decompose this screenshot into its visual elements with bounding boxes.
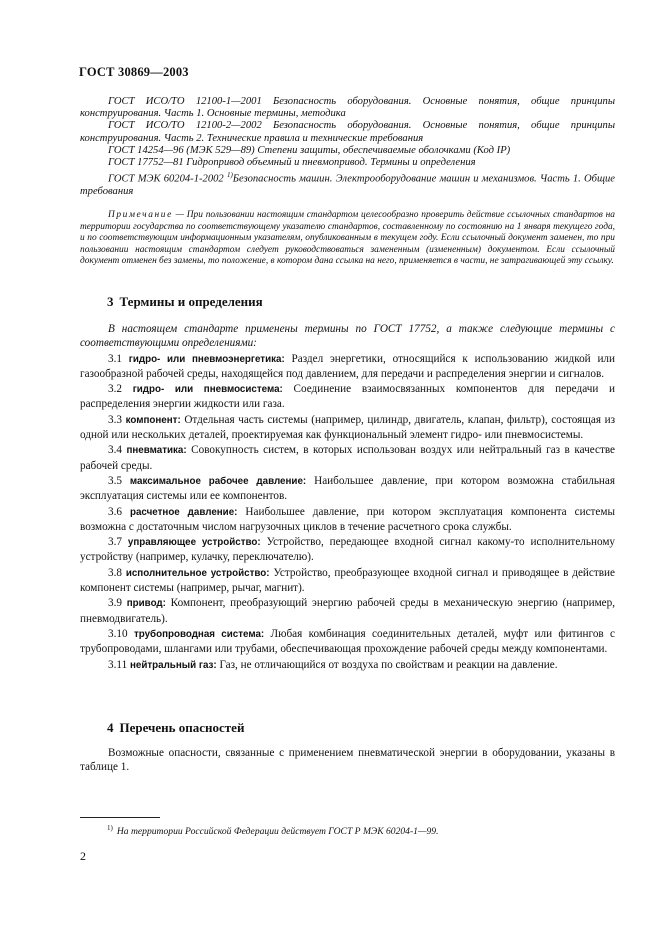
- term-number: 3.3: [108, 413, 122, 426]
- term-entry: [80, 596, 615, 626]
- footnote-text: На территории Российской Федерации действует ГОСТ Р МЭК 60204-1—99.: [116, 826, 439, 838]
- term-definition: Устройство, преобразующее входной сигнал и приводящее в действие компонент системы (например, рычаг, магнит).: [80, 566, 615, 595]
- term-definition: Совокупность систем, в которых использован воздух или нейтральный газ в качестве рабочей среды.: [80, 444, 616, 472]
- footnote-marker: 1): [107, 824, 113, 832]
- term-name: привод:: [126, 598, 166, 610]
- note-text: — При пользовании настоящим стандартом целесообразно проверить действие ссылочных стандартов на территории государства по соответствующему указателю стандартов, составленному по состоянию на 1 января текущего года, и по соответствующим информационным указателям, опубликованным в текущем году. Если ссылочный документ заменен, то при пользовании настоящим стандартом следует руководствоваться замененным (измененным) документом. Если ссылочный документ отменен без замены, то положение, в котором дана ссылка на него, применяется в части, не затрагивающей эту ссылку.: [80, 210, 615, 267]
- reference-item: [80, 169, 615, 198]
- term-entry: [80, 474, 615, 504]
- reference-title: Безопасность машин. Электрооборудование машин и механизмов. Часть 1. Общие требования: [80, 173, 615, 197]
- term-definition: Соединение взаимосвязанных компонентов для передачи и распределения энергии жидкости или газа.: [80, 383, 616, 411]
- note-label: Примечание: [108, 210, 173, 220]
- term-name: максимальное рабочее давление:: [129, 475, 307, 487]
- section-paragraph: Возможные опасности, связанные с применением пневматической энергии в оборудовании, указаны в таблице 1.: [80, 747, 615, 774]
- footnote-marker: 1): [226, 171, 233, 180]
- terms-section: [80, 322, 615, 674]
- section-title: Перечень опасностей: [119, 720, 245, 735]
- term-number: 3.11: [108, 658, 128, 671]
- term-name: компонент:: [125, 414, 181, 426]
- term-name: трубопроводная система:: [133, 628, 265, 640]
- reference-code: ГОСТ МЭК 60204-1-2002: [108, 173, 224, 185]
- term-number: 3.5: [108, 474, 122, 487]
- term-number: 3.9: [108, 597, 122, 610]
- term-definition: Компонент, преобразующий энергию рабочей среды в механическую энергию (например, пневмодвигатель).: [80, 597, 616, 625]
- term-definition: Раздел энергетики, относящийся к использованию жидкой или газообразной рабочей среды, находящейся под давлением, для передачи и распределения энергии и сигналов.: [80, 352, 615, 380]
- term-entry: [80, 443, 615, 473]
- term-number: 3.2: [108, 383, 122, 396]
- section-title: Термины и определения: [119, 294, 263, 309]
- reference-item: ГОСТ 17752—81 Гидропривод объемный и пневмопривод. Термины и определения: [108, 157, 476, 169]
- section-number: 4: [107, 720, 114, 735]
- term-entry: [80, 505, 615, 535]
- section-number: 3: [107, 294, 114, 309]
- term-name: гидро- или пневмоэнергетика:: [128, 353, 285, 365]
- term-name: исполнительное устройство:: [125, 567, 270, 579]
- term-number: 3.1: [108, 352, 122, 365]
- footnote-divider: [80, 817, 160, 818]
- term-name: управляющее устройство:: [127, 537, 261, 549]
- hazards-section: [80, 746, 615, 776]
- term-name: пневматика:: [126, 445, 187, 457]
- term-definition: Наибольшее давление, при котором возможна стабильная эксплуатация системы или ее компонентов.: [80, 474, 616, 503]
- term-definition: Наибольшее давление, при котором эксплуатация компонента системы возможна с достаточным числом нагрузочных циклов в течение расчетного срока службы.: [80, 505, 615, 533]
- document-header: ГОСТ 30869—2003: [79, 65, 189, 79]
- term-name: нейтральный газ:: [129, 659, 217, 671]
- term-number: 3.6: [108, 505, 122, 518]
- section-heading: [107, 720, 250, 736]
- term-definition: Устройство, передающее входной сигнал какому-то исполнительному устройству (например, кулачку, переключателю).: [80, 536, 616, 564]
- term-number: 3.8: [108, 566, 122, 579]
- term-definition: Отдельная часть системы (например, цилиндр, двигатель, клапан, фильтр), состоящая из одной или нескольких деталей, проектируемая как функциональный элемент гидро- или пневмосистемы.: [80, 413, 616, 442]
- page-number: 2: [80, 849, 86, 863]
- footnote: [107, 824, 438, 837]
- term-entry: [80, 535, 615, 565]
- term-name: расчетное давление:: [129, 506, 238, 518]
- term-entry: [80, 352, 615, 382]
- term-number: 3.7: [108, 536, 122, 549]
- section-intro: В настоящем стандарте применены термины по ГОСТ 17752, а также следующие термины с соответствующими определениями:: [80, 323, 615, 350]
- reference-item: ГОСТ ИСО/ТО 12100-2—2002 Безопасность оборудования. Основные понятия, общие принципы конструирования. Часть 2. Технические правила и технические требования: [80, 120, 615, 144]
- reference-item: ГОСТ ИСО/ТО 12100-1—2001 Безопасность оборудования. Основные понятия, общие принципы конструирования. Часть 1. Основные термины, методика: [80, 96, 615, 120]
- reference-item: ГОСТ 14254—96 (МЭК 529—89) Степени защиты, обеспечиваемые оболочками (Код IP): [108, 144, 511, 156]
- term-name: гидро- или пневмосистема:: [132, 384, 283, 396]
- term-definition: Газ, не отличающийся от воздуха по свойствам и реакции на давление.: [219, 658, 558, 671]
- term-entry: [80, 566, 615, 596]
- term-number: 3.4: [108, 444, 122, 457]
- term-entry: [80, 413, 615, 443]
- term-definition: Любая комбинация соединительных деталей, муфт или фитингов с трубопроводами, шлангами или трубами, обеспечивающая прохождение рабочей среды между компонентами.: [80, 627, 616, 656]
- term-entry: [80, 382, 615, 412]
- note-block: [80, 210, 615, 268]
- normative-references: [80, 96, 615, 198]
- term-number: 3.10: [108, 627, 128, 640]
- term-entry: [80, 627, 615, 657]
- term-entry: [80, 658, 615, 673]
- section-heading: [107, 294, 269, 310]
